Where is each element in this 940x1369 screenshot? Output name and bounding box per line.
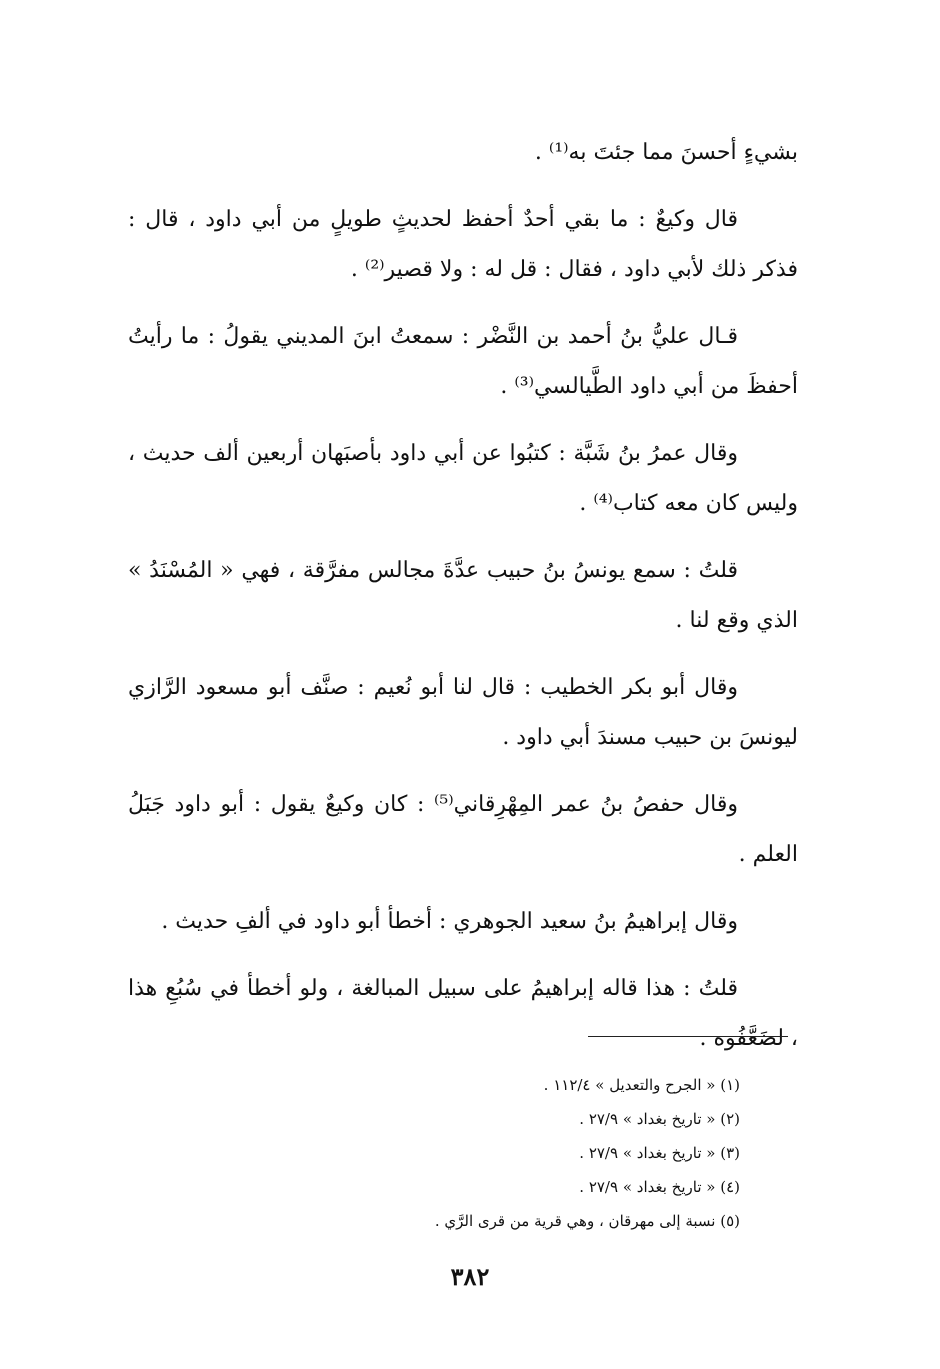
footnote: (١) « الجرح والتعديل » ١١٢/٤ . (543, 1076, 740, 1094)
footnote: (٢) « تاريخ بغداد » ٢٧/٩ . (579, 1110, 740, 1128)
paragraph: وقال حفصُ بنُ عمر المِهْرِقاني⁽⁵⁾ : كان وكيعٌ يقول : أبو داود جَبَلُ العلم . (128, 792, 798, 867)
paragraph: وقال إبراهيمُ بنُ سعيد الجوهري : أخطأ أبو داود في ألفِ حديث . (161, 909, 738, 934)
page-number: ٣٨٢ (450, 1262, 490, 1291)
paragraph: وقال أبو بكر الخطيب : قال لنا أبو نُعيم : صنَّف أبو مسعود الرَّازي ليونسَ بن حبيب مسندَ أبي داود . (128, 675, 798, 750)
footnotes (300, 1068, 740, 1238)
main-text (128, 128, 798, 1081)
paragraph: قـال عليُّ بنُ أحمد بن النَّضْر : سمعتُ ابنَ المديني يقولُ : ما رأيتُ أحفظَ من أبي داود الطَّيالسي⁽³⁾ . (128, 324, 798, 399)
paragraph: بشيءٍ أحسنَ مما جئتَ به⁽¹⁾ . (534, 140, 798, 165)
paragraph: قلتُ : سمع يونسُ بنُ حبيب عدَّةَ مجالس مفرَّقة ، فهي « المُسْنَدُ » الذي وقع لنا . (128, 558, 798, 633)
paragraph: وقال عمرُ بنُ شَبَّة : كتبُوا عن أبي داود بأصبَهان أربعين ألف حديث ، وليس كان معه كتاب⁽⁴⁾ . (128, 441, 798, 516)
footnote: (٥) نسبة إلى مهرقان ، وهي قرية من قرى الرَّي . (434, 1212, 740, 1230)
footnote: (٣) « تاريخ بغداد » ٢٧/٩ . (579, 1144, 740, 1162)
footnote-divider (588, 1036, 788, 1037)
paragraph: قال وكيعٌ : ما بقي أحدٌ أحفظ لحديثٍ طويلٍ من أبي داود ، قال : فذكر ذلك لأبي داود ، فقال : قل له : ولا قصير⁽²⁾ . (128, 207, 798, 282)
paragraph: قلتُ : هذا قاله إبراهيمُ على سبيل المبالغة ، ولو أخطأ في سُبُعِ هذا ، لضَعَّفُوه . (128, 976, 798, 1051)
footnote: (٤) « تاريخ بغداد » ٢٧/٩ . (579, 1178, 740, 1196)
